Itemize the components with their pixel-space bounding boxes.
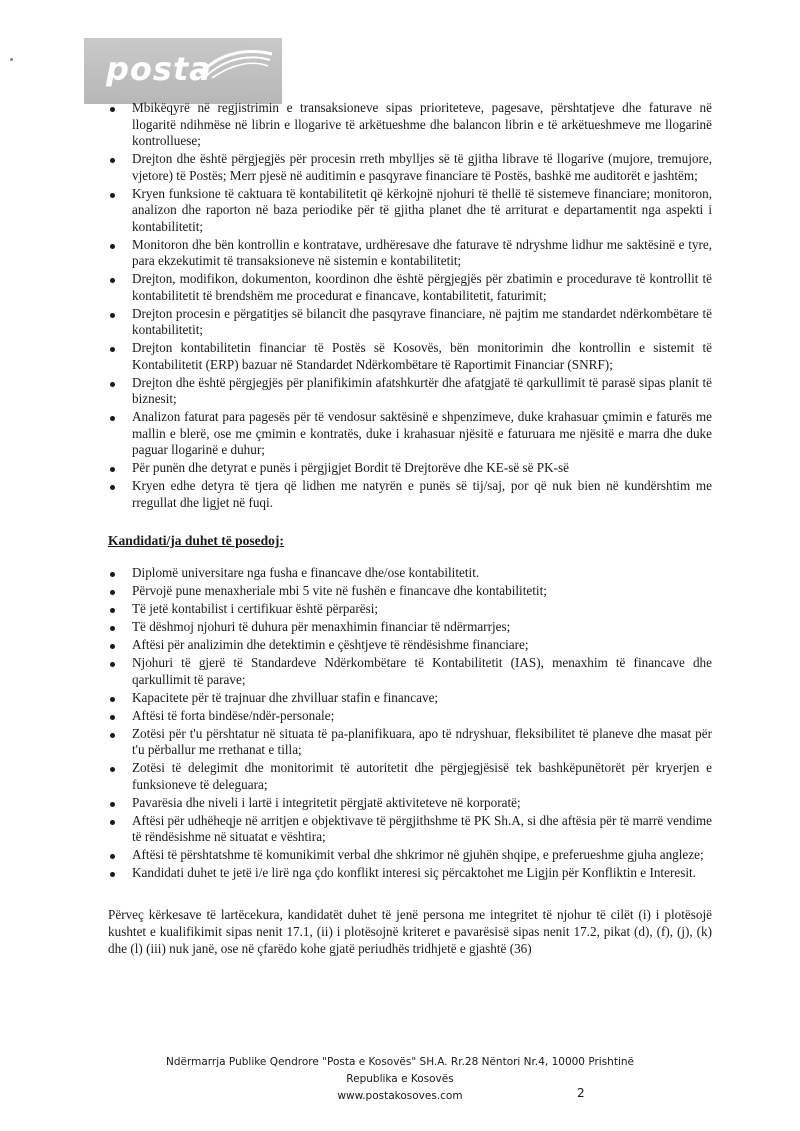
requirements-heading: Kandidati/ja duhet të posedoj: [108, 533, 284, 548]
bullet-icon [110, 416, 115, 421]
list-item [108, 460, 712, 477]
footer-address: Ndërmarrja Publike Qendrore "Posta e Kosovës" SH.A. Rr.28 Nëntori Nr.4, 10000 Prishtinë [166, 1056, 634, 1068]
list-item [108, 813, 712, 846]
list-item [108, 409, 712, 459]
bullet-icon [110, 767, 115, 772]
list-item-text: Drejton procesin e përgatitjes së bilancit dhe pasqyrave financiare, në pajtim me standardet ndërkombëtare të kontabilitetit; [132, 305, 712, 337]
bullet-icon [110, 158, 115, 163]
bullet-icon [110, 715, 115, 720]
responsibilities-list [108, 100, 712, 511]
list-item-text: Pavarësia dhe niveli i lartë i integritetit përgjatë aktiviteteve në korporatë; [132, 794, 521, 810]
list-item-text: Zotësi të delegimit dhe monitorimit të autoritetit dhe përgjegjësisë tek bashkëpunëtorët për kryerjen e funksioneve të deleguara; [132, 760, 712, 792]
list-item [108, 795, 712, 812]
bullet-icon [110, 854, 115, 859]
list-item [108, 478, 712, 511]
footer-country: Republika e Kosovës [346, 1073, 454, 1085]
list-item-text: Kandidati duhet te jetë i/e lirë nga çdo konflikt interesi siç përcaktohet me Ligjin për Konfliktin e Interesit. [132, 865, 696, 880]
list-item-text: Drejton dhe është përgjegjës për procesin rreth mbylljes së të gjitha librave të llogarive (mujore, tremujore, vjetore) të Postës; Merr pjesë në auditimin e pasqyrave financiare të Postës, bashkë me auditorët e jashtëm; [132, 151, 712, 183]
bullet-icon [110, 107, 115, 112]
scan-speck [10, 58, 13, 61]
list-item-text: Drejton dhe është përgjegjës për planifikimin afatshkurtër dhe afatgjatë të qarkullimit të parasë sipas planit të biznesit; [132, 374, 712, 406]
footer-website: www.postakosoves.com [337, 1090, 463, 1102]
list-item [108, 760, 712, 793]
list-item-text: Analizon faturat para pagesës për të vendosur saktësinë e shpenzimeve, duke krahasuar çmimin e faturës me mallin e blerë, ose me çmimin e kontratës, duke i krahasuar njësitë e faturuara me njësitë e marra dhe duke paguar llogarinë e duhur; [132, 409, 712, 457]
list-item [108, 237, 712, 270]
list-item [108, 375, 712, 408]
list-item [108, 865, 712, 882]
list-item-text: Zotësi për t'u përshtatur në situata të pa-planifikuara, apo të ndryshuar, fleksibilitet të planeve dhe masat për t'u përballur me rrethanat e tilla; [132, 725, 712, 757]
list-item [108, 637, 712, 654]
bullet-icon [110, 608, 115, 613]
list-item [108, 271, 712, 304]
logo-wordmark: posta [106, 50, 212, 88]
list-item-text: Kapacitete për të trajnuar dhe zhvilluar stafin e financave; [132, 689, 439, 705]
main-content [108, 100, 712, 957]
bullet-icon [110, 802, 115, 807]
list-item [108, 655, 712, 688]
list-item-text: Të jetë kontabilist i certifikuar është përparësi; [132, 601, 379, 616]
posta-logo [84, 38, 282, 104]
bullet-icon [110, 467, 115, 472]
list-item-text: Aftësi për udhëheqje në arritjen e objektivave të përgjithshme të PK Sh.A, si dhe aftësia për të marrë vendime të rëndësishme në situatat e vështira; [132, 812, 712, 844]
list-item [108, 690, 712, 707]
bullet-icon [110, 644, 115, 649]
list-item [108, 726, 712, 759]
list-item-text: Njohuri të gjerë të Standardeve Ndërkombëtare të Kontabilitetit (IAS), menaxhim të financave dhe qarkullimit të parave; [132, 655, 712, 687]
bullet-icon [110, 872, 115, 877]
page-footer [0, 1054, 800, 1105]
list-item-text: Drejton kontabilitetin financiar të Postës së Kosovës, bën monitorimin dhe kontrollin e sistemit të Kontabilitetit (ERP) bazuar në Standardet Ndërkombëtare të Raportimit Financiar (SNRF); [132, 340, 712, 372]
list-item [108, 340, 712, 373]
list-item-text: Kryen edhe detyra të tjera që lidhen me natyrën e punës së tij/saj, por që nuk bien në kundërshtim me rregullat dhe ligjet në fuqi. [132, 478, 712, 510]
bullet-icon [110, 485, 115, 490]
bullet-icon [110, 697, 115, 702]
closing-paragraph: Përveç kërkesave të lartëcekura, kandidatët duhet të jenë persona me integritet të njohur të cilët (i) i plotësojë kushtet e kualifikimit sipas nenit 17.1, (ii) i plotësojnë kriteret e pavarësisë sipas nenit 17.2, pikat (d), (f), (j), (k) dhe (l) (iii) nuk janë, ose në çfarëdo kohe gjatë periudhës tridhjetë e gjashtë (36) [108, 906, 712, 956]
bullet-icon [110, 313, 115, 318]
page-number: 2 [577, 1086, 585, 1100]
list-item [108, 847, 712, 864]
bullet-icon [110, 193, 115, 198]
bullet-icon [110, 382, 115, 387]
bullet-icon [110, 244, 115, 249]
list-item-text: Mbikëqyrë në regjistrimin e transaksioneve sipas prioriteteve, pagesave, përshtatjeve dhe faturave në llogaritë ndihmëse në librin e llogarive të arkëtueshme dhe balancon librin e të arkëtueshmeve me llogarinë kontrolluese; [132, 100, 712, 148]
logo-wing-icon [196, 46, 276, 86]
bullet-icon [110, 820, 115, 825]
list-item-text: Për punën dhe detyrat e punës i përgjigjet Bordit të Drejtorëve dhe KE-së së PK-së [132, 460, 570, 475]
list-item-text: Drejton, modifikon, dokumenton, koordinon dhe është përgjegjës për zbatimin e procedurave të kontrollit të kontabilitetit të brendshëm me procedurat e financave, kontabilitetit, faturimit; [132, 271, 712, 303]
requirements-list [108, 565, 712, 882]
list-item [108, 306, 712, 339]
list-item [108, 151, 712, 184]
list-item [108, 619, 712, 636]
bullet-icon [110, 662, 115, 667]
bullet-icon [110, 278, 115, 283]
list-item-text: Kryen funksione të caktuara të kontabilitetit që kërkojnë njohuri të thellë të sistemeve financiare; monitoron, analizon dhe raporton në baza periodike për të gjitha planet dhe të arriturat e departamentit nga aspekti i kontabilitetit; [132, 185, 712, 234]
bullet-icon [110, 733, 115, 738]
list-item-text: Diplomë universitare nga fusha e financave dhe/ose kontabilitetit. [132, 565, 480, 580]
list-item-text: Aftësi të përshtatshme të komunikimit verbal dhe shkrimor në gjuhën shqipe, e preferueshme gjuha angleze; [132, 847, 704, 862]
list-item [108, 708, 712, 725]
list-item-text: Aftësi të forta bindëse/ndër-personale; [132, 707, 335, 723]
bullet-icon [110, 347, 115, 352]
list-item-text: Përvojë pune menaxheriale mbi 5 vite në fushën e financave dhe kontabilitetit; [132, 583, 547, 598]
bullet-icon [110, 626, 115, 631]
bullet-icon [110, 590, 115, 595]
list-item [108, 100, 712, 150]
list-item [108, 601, 712, 618]
list-item-text: Aftësi për analizimin dhe detektimin e çështjeve të rëndësishme financiare; [132, 637, 529, 652]
list-item [108, 565, 712, 582]
list-item-text: Të dëshmoj njohuri të duhura për menaxhimin financiar të ndërmarrjes; [132, 619, 511, 634]
list-item [108, 186, 712, 236]
bullet-icon [110, 572, 115, 577]
list-item [108, 583, 712, 600]
list-item-text: Monitoron dhe bën kontrollin e kontratave, urdhëresave dhe faturave të ndryshme lidhur me saktësinë e tyre, para ekzekutimit të transaksioneve në sistemin e kontabilitetit; [132, 236, 712, 268]
